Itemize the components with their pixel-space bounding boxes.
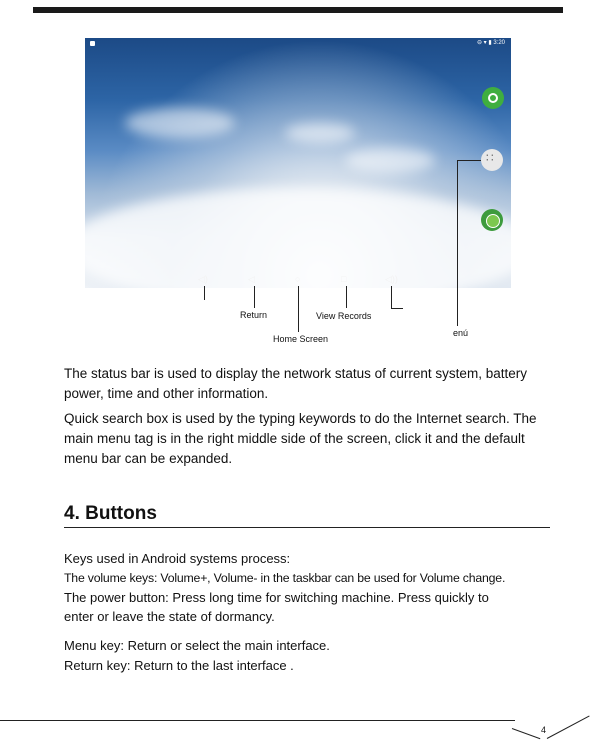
home-icon[interactable]: ○ xyxy=(295,274,301,284)
wifi-icon: ▾ xyxy=(483,40,487,46)
label-menu: enú xyxy=(453,328,469,338)
cloud xyxy=(345,148,435,173)
back-icon[interactable]: ◁ xyxy=(248,274,255,284)
cloud xyxy=(285,123,355,143)
callout-line-volume-up-tail xyxy=(391,308,403,309)
label-home-screen: Home Screen xyxy=(273,334,329,344)
keys-line-3: The power button: Press long time for switching machine. Press quickly to xyxy=(64,590,489,605)
minus-circle-icon: ⊖ xyxy=(476,40,482,46)
callout-line-return xyxy=(254,286,255,308)
keys-line-1: Keys used in Android systems process: xyxy=(64,551,291,566)
tablet-screenshot xyxy=(85,38,511,288)
footer-rule-angle-2 xyxy=(547,716,590,739)
callout-line-volume-up xyxy=(391,286,392,308)
section-number: 4 xyxy=(64,503,75,524)
keys-line-5: Menu key: Return or select the main interface. xyxy=(64,638,330,653)
callout-line-menu xyxy=(457,160,458,326)
battery-icon: ▮ xyxy=(488,40,492,46)
cloud xyxy=(125,108,235,138)
callout-line-volume-down xyxy=(204,286,205,300)
intro-paragraph-2: Quick search box is used by the typing keywords to do the Internet search. The main menu tag is in the right middle side of the screen, click it and the default menu bar can be expanded. xyxy=(64,411,537,466)
page-number: 4 xyxy=(541,725,547,735)
section-heading xyxy=(64,503,157,525)
apps-menu-icon[interactable] xyxy=(481,149,503,171)
volume-up-icon[interactable]: ◁)) xyxy=(385,274,398,284)
label-return: Return xyxy=(240,310,268,320)
callout-line-menu-tail xyxy=(457,160,481,161)
status-time: 3:20 xyxy=(493,40,505,46)
keys-line-6: Return key: Return to the last interface . xyxy=(64,658,294,673)
volume-down-icon[interactable]: ◁) xyxy=(198,274,208,284)
callout-line-home xyxy=(298,286,299,332)
header-rule xyxy=(33,7,563,13)
notification-icon xyxy=(90,41,95,46)
settings-icon[interactable] xyxy=(482,87,504,109)
footer-rule xyxy=(0,720,515,721)
heading-rule xyxy=(64,527,550,528)
keys-line-4: enter or leave the state of dormancy. xyxy=(64,609,275,624)
section-title: . Buttons xyxy=(74,503,157,524)
footer-rule-angle xyxy=(512,728,541,739)
label-view-records: View Records xyxy=(316,311,372,321)
keys-line-2: The volume keys: Volume+, Volume- in the taskbar can be used for Volume change. xyxy=(64,571,506,585)
status-bar xyxy=(477,39,505,46)
browser-icon[interactable] xyxy=(481,209,503,231)
cloud-bank xyxy=(85,188,511,288)
intro-paragraph-1: The status bar is used to display the network status of current system, battery power, time and other information. xyxy=(64,366,527,401)
recents-icon[interactable]: □ xyxy=(341,274,347,284)
callout-line-recents xyxy=(346,286,347,308)
